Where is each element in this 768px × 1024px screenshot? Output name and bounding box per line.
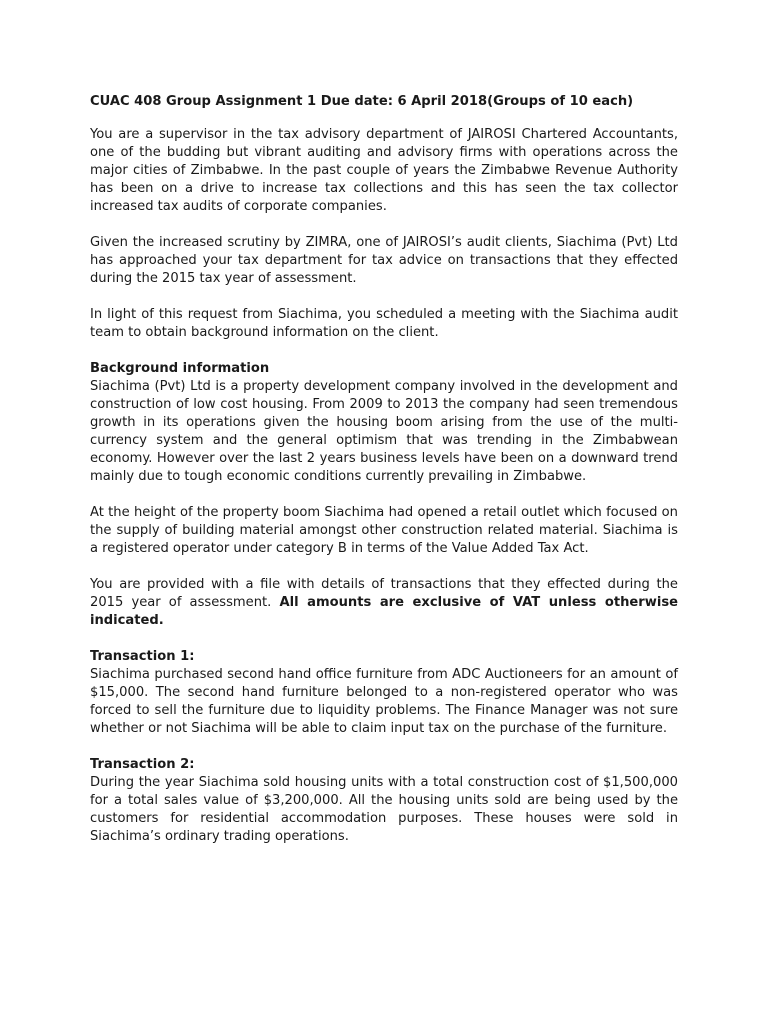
background-paragraph-1: Siachima (Pvt) Ltd is a property development company involved in the development and construction of low cost housing. From 2009 to 2013 the company had seen tremendous growth in its operations given the housing boom arising from the use of the multi-currency system and the general optimism that was trending in the Zimbabwean economy. However over the last 2 years business levels have been on a downward trend mainly due to tough economic conditions currently prevailing in Zimbabwe. xyxy=(90,379,678,484)
background-paragraph-2: At the height of the property boom Siachima had opened a retail outlet which focused on the supply of building material amongst other construction related material. Siachima is a registered operator under category B in terms of the Value Added Tax Act. xyxy=(90,505,678,556)
intro-paragraph-3: In light of this request from Siachima, you scheduled a meeting with the Siachima audit team to obtain background information on the client. xyxy=(90,307,678,340)
background-paragraph-3 xyxy=(90,576,678,630)
intro-paragraph-2: Given the increased scrutiny by ZIMRA, one of JAIROSI’s audit clients, Siachima (Pvt) Ltd has approached your tax department for tax advice on transactions that they effected during the 2015 tax year of assessment. xyxy=(90,235,678,286)
intro-paragraph-1: You are a supervisor in the tax advisory department of JAIROSI Chartered Accountants, one of the budding but vibrant auditing and advisory firms with operations across the major cities of Zimbabwe. In the past couple of years the Zimbabwe Revenue Authority has been on a drive to increase tax collections and this has seen the tax collector increased tax audits of corporate companies. xyxy=(90,127,678,214)
background-paragraph-3-text: You are provided with a file with details of transactions that they effected during the 2015 year of assessment. xyxy=(90,577,678,610)
transaction-2-body: During the year Siachima sold housing units with a total construction cost of $1,500,000 for a total sales value of $3,200,000. All the housing units sold are being used by the customers for residential accommodation purposes. These houses were sold in Siachima’s ordinary trading operations. xyxy=(90,775,678,844)
background-heading: Background information xyxy=(90,361,270,376)
document-page xyxy=(90,93,678,846)
transaction-1-body: Siachima purchased second hand office furniture from ADC Auctioneers for an amount of $15,000. The second hand furniture belonged to a non-registered operator who was forced to sell the furniture due to liquidity problems. The Finance Manager was not sure whether or not Siachima will be able to claim input tax on the purchase of the furniture. xyxy=(90,667,678,736)
assignment-title: CUAC 408 Group Assignment 1 Due date: 6 April 2018(Groups of 10 each) xyxy=(90,94,634,109)
vat-exclusive-note: All amounts are exclusive of VAT unless otherwise indicated. xyxy=(90,595,678,628)
transaction-2-heading: Transaction 2: xyxy=(90,757,195,772)
transaction-1-heading: Transaction 1: xyxy=(90,649,195,664)
